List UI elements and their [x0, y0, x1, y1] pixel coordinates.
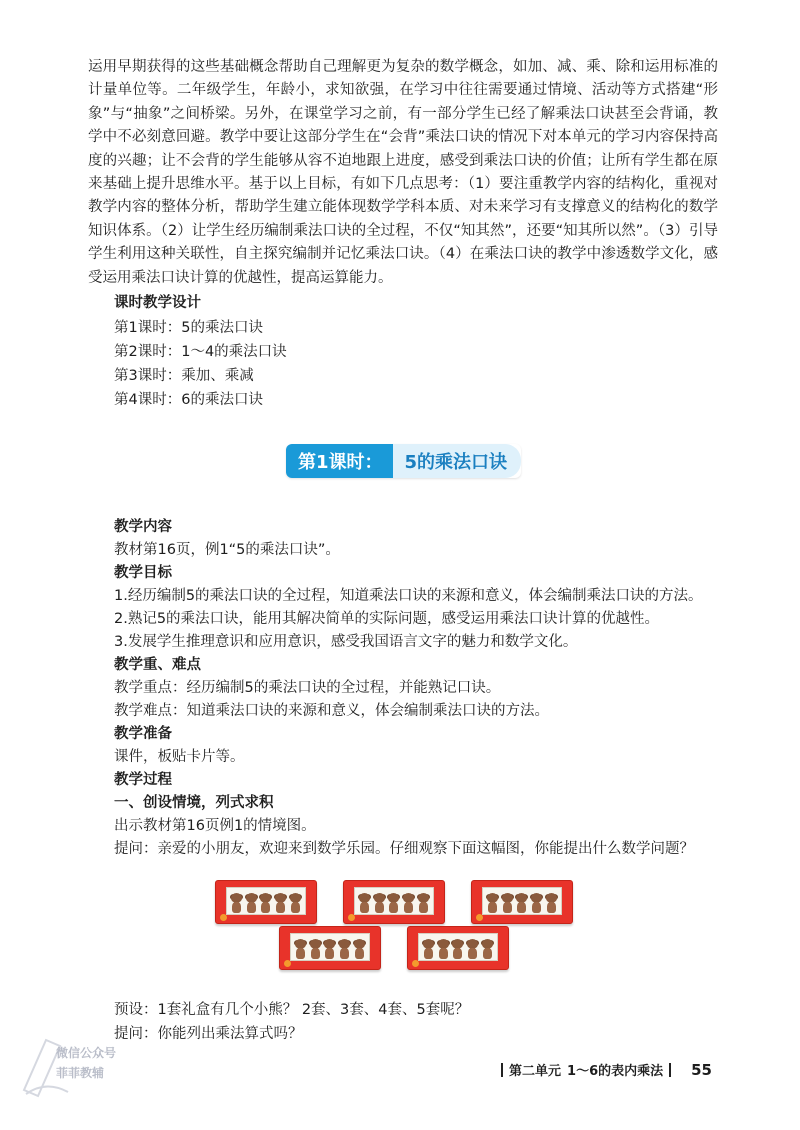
plan-title: 课时教学设计: [114, 295, 201, 311]
difficult-point: 教学难点：知道乘法口诀的来源和意义，体会编制乘法口诀的方法。: [114, 703, 549, 719]
bear-icon: [274, 892, 287, 914]
page-footer: [501, 1060, 712, 1079]
watermark-line-2: 菲菲教辅: [56, 1066, 105, 1080]
goal-3: 3.发展学生推理意识和应用意识，感受我国语言文字的魅力和数学文化。: [114, 634, 578, 650]
bear-icon: [289, 892, 302, 914]
footer-topic: 1～6的表内乘法: [567, 1064, 664, 1079]
bear-icon: [515, 892, 528, 914]
lesson-banner: [286, 444, 521, 478]
followup-question: 提问：你能列出乘法算式吗？: [114, 1026, 303, 1042]
heading-key-points: 教学重、难点: [114, 657, 201, 673]
key-point: 教学重点：经历编制5的乘法口诀的全过程，并能熟记口诀。: [114, 680, 501, 696]
watermark-line-1: 微信公众号: [56, 1046, 117, 1060]
bear-icon: [387, 892, 400, 914]
knob-icon: [412, 960, 419, 967]
bear-icon: [230, 892, 243, 914]
bear-icon: [402, 892, 415, 914]
heading-goals: 教学目标: [114, 565, 172, 581]
plan-item-4: 第4课时：6的乘法口诀: [114, 392, 263, 408]
bear-icon: [466, 938, 479, 960]
goal-2: 2.熟记5的乘法口诀，能用其解决简单的实际问题，感受运用乘法口诀计算的优越性。: [114, 611, 660, 627]
bear-icon: [451, 938, 464, 960]
bear-icon: [338, 938, 351, 960]
bear-icon: [422, 938, 435, 960]
bear-icon: [417, 892, 430, 914]
knob-icon: [284, 960, 291, 967]
heading-preparation: 教学准备: [114, 726, 172, 742]
bear-icon: [323, 938, 336, 960]
bear-icon: [259, 892, 272, 914]
preset-text: 预设：1套礼盒有几个小熊？ 2套、3套、4套、5套呢？: [114, 1002, 470, 1018]
knob-icon: [348, 914, 355, 921]
bear-icon: [530, 892, 543, 914]
plan-item-2: 第2课时：1～4的乘法口诀: [114, 344, 287, 360]
bear-icon: [545, 892, 558, 914]
footer-divider: [669, 1063, 671, 1077]
after-figure-text: [114, 998, 469, 1046]
footer-unit: 第二单元: [509, 1064, 562, 1079]
banner-lesson-title: 5的乘法口诀: [393, 444, 522, 478]
gift-box: [215, 880, 317, 924]
question-text: 提问：亲爱的小朋友，欢迎来到数学乐园。仔细观察下面这幅图，你能提出什么数学问题？: [114, 841, 694, 857]
banner-lesson-number: 第1课时：: [286, 444, 393, 478]
content-text: 教材第16页，例1“5的乘法口诀”。: [114, 542, 340, 558]
gift-box: [279, 926, 381, 970]
bear-icon: [309, 938, 322, 960]
plan-item-3: 第3课时：乘加、乘减: [114, 368, 254, 384]
bear-icon: [437, 938, 450, 960]
intro-text-block: [88, 56, 718, 290]
knob-icon: [220, 914, 227, 921]
section-1-title: 一、创设情境，列式求积: [114, 795, 274, 811]
plan-item-1: 第1课时：5的乘法口诀: [114, 320, 263, 336]
bear-icon: [353, 938, 366, 960]
gift-box: [343, 880, 445, 924]
gift-box-illustration: [215, 880, 580, 972]
gift-box: [471, 880, 573, 924]
goal-1: 1.经历编制5的乘法口诀的全过程，知道乘法口诀的来源和意义，体会编制乘法口诀的方法。: [114, 588, 703, 604]
bear-icon: [245, 892, 258, 914]
bear-icon: [486, 892, 499, 914]
bear-icon: [294, 938, 307, 960]
intro-paragraph: 运用早期获得的这些基础概念帮助自己理解更为复杂的数学概念，如加、减、乘、除和运用标准的计量单位等。二年级学生，年龄小，求知欲强，在学习中往往需要通过情境、活动等方式搭建“形象”与“抽象”之间桥梁。另外，在课堂学习之前，有一部分学生已经了解乘法口诀甚至会背诵，教学中不必刻意回避。教学中要让这部分学生在“会背”乘法口诀的情况下对本单元的学习内容保持高度的兴趣；让不会背的学生能够从容不迫地跟上进度，感受到乘法口诀的价值；让所有学生都在原来基础上提升思维水平。基于以上目标，有如下几点思考：（1）要注重教学内容的结构化，重视对教学内容的整体分析，帮助学生建立能体现数学学科本质、对未来学习有支撑意义的结构化的数学知识体系。（2）让学生经历编制乘法口诀的全过程，不仅“知其然”，还要“知其所以然”。（3）引导学生利用这种关联性，自主探究编制并记忆乘法口诀。（4）在乘法口诀的教学中渗透数学文化，感受运用乘法口诀计算的优越性，提高运算能力。: [88, 59, 718, 286]
lesson-plan-list: [114, 290, 287, 412]
gift-box: [407, 926, 509, 970]
bear-icon: [481, 938, 494, 960]
page-number: 55: [691, 1060, 712, 1079]
bear-icon: [373, 892, 386, 914]
footer-divider: [501, 1063, 503, 1077]
watermark: [16, 1026, 136, 1106]
heading-process: 教学过程: [114, 772, 172, 788]
show-figure-text: 出示教材第16页例1的情境图。: [114, 818, 316, 834]
lesson-body: [114, 516, 714, 861]
preparation-text: 课件，板贴卡片等。: [114, 749, 245, 765]
knob-icon: [476, 914, 483, 921]
heading-content: 教学内容: [114, 519, 172, 535]
bear-icon: [358, 892, 371, 914]
bear-icon: [501, 892, 514, 914]
